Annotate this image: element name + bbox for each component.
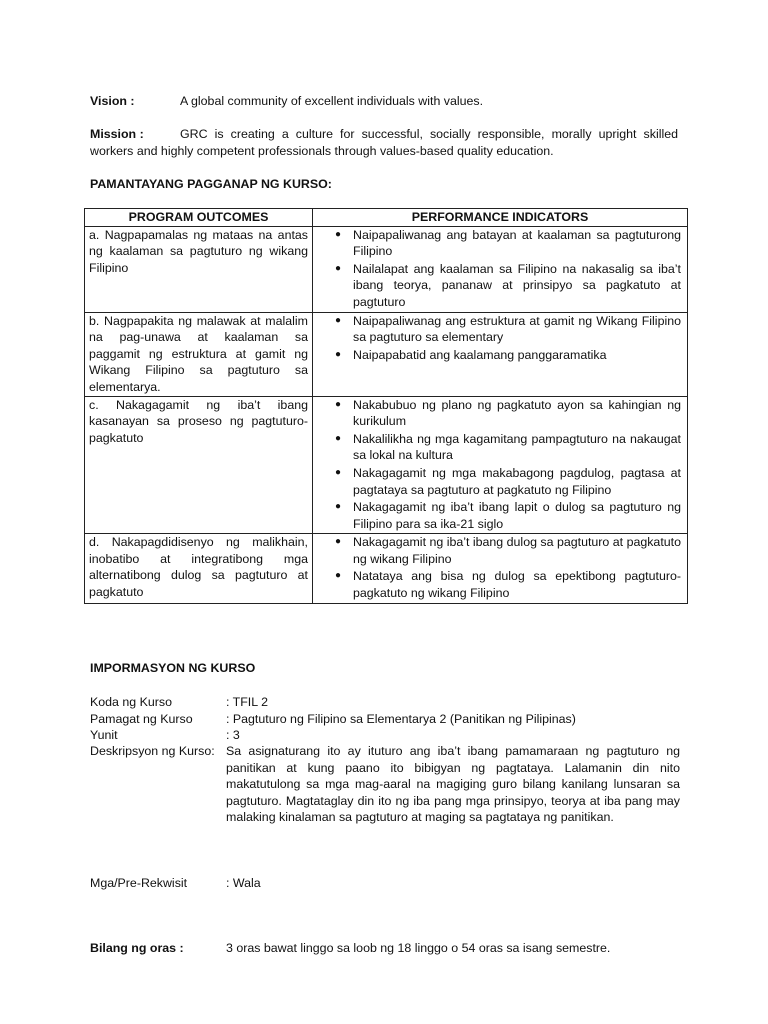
mission-statement — [90, 126, 678, 159]
pamagat-value: : Pagtuturo ng Filipino sa Elementarya 2 (Panitikan ng Pilipinas) — [226, 712, 576, 726]
table-row — [85, 534, 688, 603]
outcome-cell: d. Nakapagdidisenyo ng malikhain, inobatibo at integratibong mga alternatibong dulog sa pagtuturo at pagkatuto — [85, 534, 313, 603]
program-outcomes-table — [84, 208, 688, 604]
indicator-item: ● Nailalapat ang kaalaman sa Filipino na nakasalig sa iba’t ibang teorya, pananaw at prinsipyo sa pagkatuto at pagtuturo — [335, 261, 681, 309]
bullet-icon: ● — [335, 432, 342, 444]
indicator-item: ● Nakalilikha ng mga kagamitang pampagtuturo na nakaugat sa lokal na kultura — [335, 431, 681, 463]
vision-statement — [90, 93, 690, 110]
pamagat-label: Pamagat ng Kurso — [90, 712, 193, 726]
bullet-icon: ● — [335, 570, 342, 582]
bullet-icon: ● — [335, 228, 342, 240]
header-performance-indicators: PERFORMANCE INDICATORS — [313, 209, 688, 227]
indicator-item: ● Nakagagamit ng iba’t ibang dulog sa pagtuturo at pagkatuto ng wikang Filipino — [335, 535, 681, 566]
deskripsyon-label: Deskripsyon ng Kurso: — [90, 744, 215, 758]
bilang-label: Bilang ng oras : — [90, 941, 184, 955]
bullet-icon: ● — [335, 466, 342, 478]
table-row — [85, 396, 688, 534]
koda-value: : TFIL 2 — [226, 695, 269, 709]
indicator-item: ● Naipapaliwanag ang estruktura at gamit ng Wikang Filipino sa pagtuturo sa elementary — [335, 313, 681, 345]
bullet-icon: ● — [335, 501, 342, 513]
outcome-cell: a. Nagpapamalas ng mataas na antas ng kaalaman sa pagtuturo ng wikang Filipino — [85, 226, 313, 312]
indicator-item: ● Nakabubuo ng plano ng pagkatuto ayon sa kahingian ng kurikulum — [335, 397, 681, 429]
indicator-item: ● Natataya ang bisa ng dulog sa epektibong pagtuturo-pagkatuto ng wikang Filipino — [335, 569, 681, 601]
header-program-outcomes: PROGRAM OUTCOMES — [85, 209, 313, 227]
indicators-cell — [313, 534, 688, 603]
deskripsyon-value: Sa asignaturang ito ay ituturo ang iba’t ibang pamamaraan ng pagtuturo ng panitikan at kung paano ito bibigyan ng pagtataya. Lalamanin din nito makatutulong sa mga mag-aaral na magiging guro bilang kanilang lunsaran sa pagtuturo. Magtataglay din ito ng iba pang mga prinsipyo, teorya at iba pang may malaking kinalaman sa pagtuturo at maging sa pagtataya ng panitikan. — [226, 744, 680, 825]
vision-text: A global community of excellent individuals with values. — [180, 94, 484, 108]
indicator-item: ● Nakagagamit ng mga makabagong pagdulog, pagtasa at pagtataya sa pagtuturo at pagkatuto ng Filipino — [335, 465, 681, 497]
pamantayang-heading: PAMANTAYANG PAGGANAP NG KURSO: — [90, 177, 332, 191]
bullet-icon: ● — [335, 348, 342, 360]
bullet-icon: ● — [335, 536, 342, 548]
bilang-text: 3 oras bawat linggo sa loob ng 18 linggo o 54 oras sa isang semestre. — [226, 941, 611, 955]
table-row — [85, 312, 688, 396]
bullet-icon: ● — [335, 398, 342, 410]
bullet-icon: ● — [335, 262, 342, 274]
bilang-ng-oras — [90, 940, 690, 957]
indicator-item: ● Naipapabatid ang kaalamang panggaramatika — [335, 347, 607, 362]
mission-text: GRC is creating a culture for successful, socially responsible, morally upright skilled workers and highly competent professionals through values-based quality education. — [90, 127, 678, 158]
yunit-value: : 3 — [226, 728, 240, 742]
koda-label: Koda ng Kurso — [90, 695, 172, 709]
indicator-item: ● Nakagagamit ng iba’t ibang lapit o dulog sa pagtuturo ng Filipino para sa ika-21 siglo — [335, 500, 681, 531]
indicators-cell — [313, 396, 688, 534]
indicators-cell — [313, 226, 688, 312]
indicators-cell — [313, 312, 688, 396]
prerekwisit-label: Mga/Pre-Rekwisit — [90, 876, 188, 890]
yunit-label: Yunit — [90, 728, 118, 742]
outcome-cell: b. Nagpapakita ng malawak at malalim na pag-unawa at kaalaman sa paggamit ng estruktura at gamit ng Wikang Filipino sa pagtuturo sa elementarya. — [85, 312, 313, 396]
outcome-cell: c. Nakagagamit ng iba’t ibang kasanayan sa proseso ng pagtuturo-pagkatuto — [85, 396, 313, 534]
vision-label: Vision : — [90, 94, 135, 108]
indicator-item: ● Naipapaliwanag ang batayan at kaalaman sa pagtuturong Filipino — [335, 227, 681, 259]
mission-label: Mission : — [90, 127, 144, 141]
table-row — [85, 226, 688, 312]
impormasyon-heading: IMPORMASYON NG KURSO — [90, 661, 256, 675]
bullet-icon: ● — [335, 314, 342, 326]
table-header-row — [85, 209, 688, 227]
prerekwisit-value: : Wala — [226, 876, 261, 890]
